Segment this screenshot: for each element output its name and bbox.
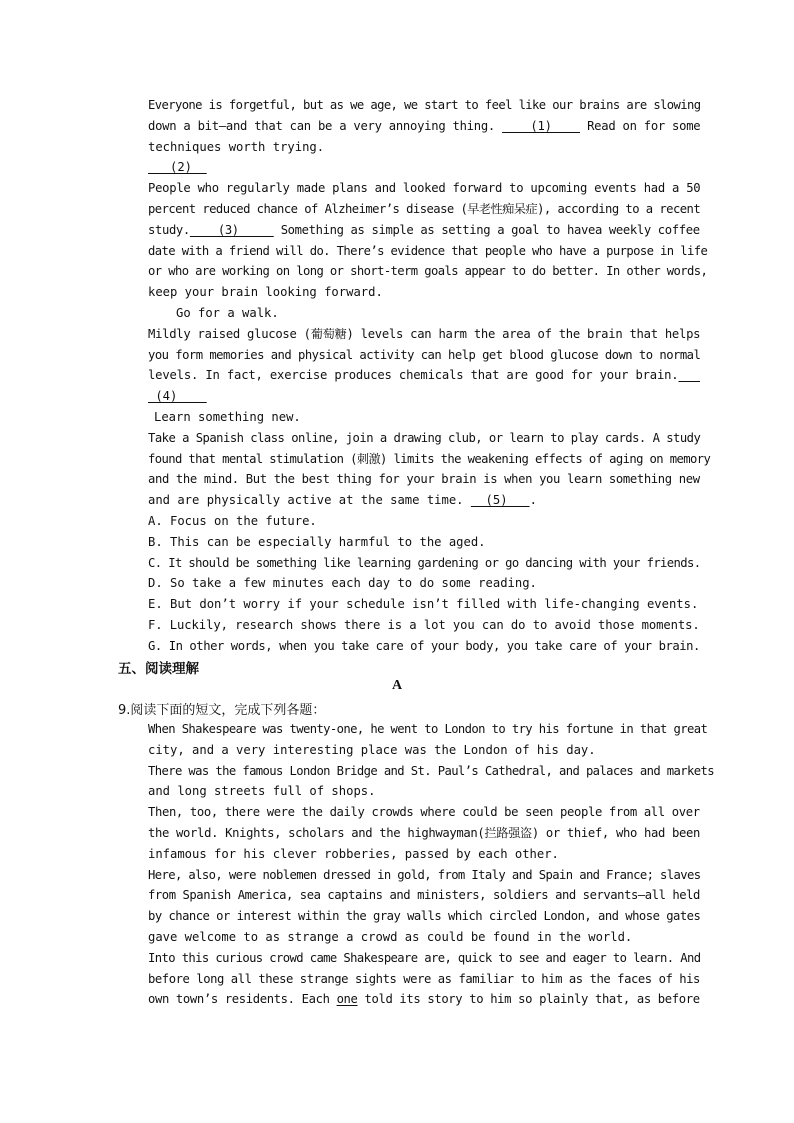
text-line: When Shakespeare was twenty-one, he went to London to try his fortune in that great	[148, 722, 708, 736]
text-line: from Spanish America, sea captains and ministers, soldiers and servants—all held	[148, 888, 700, 903]
text-line: you form memories and physical activity can help get blood glucose down to normal	[148, 347, 701, 362]
blank-2: (2)	[148, 160, 207, 175]
part-label: A	[391, 678, 403, 693]
text-line: infamous for his clever robberies, passed by each other.	[148, 846, 559, 861]
text-line	[148, 386, 700, 407]
question-intro: 9.阅读下面的短文，完成下列各题：	[118, 703, 326, 718]
text-line	[148, 157, 700, 178]
text-line: techniques worth trying.	[148, 139, 325, 154]
blank-4: (4)	[148, 389, 207, 404]
text-line: Mildly raised glucose (葡萄糖) levels can harm the area of the brain that helps	[148, 326, 701, 341]
option-f: F. Luckily, research shows there is a lot you can do to avoid those moments.	[148, 617, 700, 632]
text-line: and the mind. But the best thing for your brain is when you learn something new	[148, 472, 700, 487]
text-line: Here, also, were noblemen dressed in gold, from Italy and Spain and France; slaves	[148, 867, 701, 882]
blank-3: (3)	[189, 222, 274, 237]
passage-shakespeare	[148, 719, 714, 1010]
section-title: 五、阅读理解	[118, 661, 199, 677]
passage-memory	[148, 95, 711, 657]
text-line: levels. In fact, exercise produces chemicals that are good for your brain.	[148, 365, 700, 386]
text-line: before long all these strange sights were as familiar to him as the faces of his	[148, 971, 700, 986]
heading-learn-something-new: Learn something new.	[154, 409, 301, 424]
option-d: D. So take a few minutes each day to do some reading.	[148, 576, 537, 591]
text-line: found that mental stimulation (刺激) limits the weakening effects of aging on memory	[148, 451, 711, 466]
text-line: There was the famous London Bridge and St. Paul’s Cathedral, and palaces and markets	[148, 763, 714, 778]
option-c: C. It should be something like learning gardening or go dancing with your friends.	[148, 555, 701, 570]
text-line: study. (3) Something as simple as setting a goal to havea weekly coffee	[148, 222, 700, 237]
text-line: the world. Knights, scholars and the highwayman(拦路强盗) or thief, who had been	[148, 825, 701, 840]
text-line: date with a friend will do. There’s evidence that people who have a purpose in life	[148, 243, 708, 258]
heading-go-for-walk: Go for a walk.	[176, 305, 279, 320]
text-line: keep your brain looking forward.	[148, 285, 383, 300]
blank-5: (5)	[470, 493, 530, 508]
option-g: G. In other words, when you take care of your body, you take care of your brain.	[148, 638, 700, 653]
text-line: and long streets full of shops.	[148, 784, 376, 799]
blank-1: (1)	[502, 118, 580, 133]
text-line: down a bit—and that can be a very annoying thing. (1) Read on for some	[148, 118, 701, 133]
text-line: own town’s residents. Each one told its story to him so plainly that, as before	[148, 992, 700, 1007]
option-e: E. But don’t worry if your schedule isn’t filled with life-changing events.	[148, 597, 699, 612]
text-line: Then, too, there were the daily crowds where could be seen people from all over	[148, 805, 700, 820]
text-line: percent reduced chance of Alzheimer’s disease (早老性痴呆症), according to a recent	[148, 201, 701, 216]
text-line: and are physically active at the same time. (5) .	[148, 493, 537, 508]
underlined-word-one: one	[336, 992, 358, 1007]
text-line: gave welcome to as strange a crowd as could be found in the world.	[148, 929, 633, 944]
option-b: B. This can be especially harmful to the aged.	[148, 534, 486, 549]
text-line: Take a Spanish class online, join a drawing club, or learn to play cards. A study	[148, 430, 701, 445]
text-line: People who regularly made plans and looked forward to upcoming events had a 50	[148, 181, 701, 196]
text-line: by chance or interest within the gray walls which circled London, and whose gates	[148, 909, 701, 924]
text-line: Into this curious crowd came Shakespeare are, quick to see and eager to learn. And	[148, 950, 701, 965]
text-line: Everyone is forgetful, but as we age, we start to feel like our brains are slowing	[148, 98, 701, 112]
blank-4-start	[678, 368, 700, 382]
option-a: A. Focus on the future.	[148, 513, 317, 528]
text-line: city, and a very interesting place was the London of his day.	[148, 742, 596, 757]
text-line: or who are working on long or short-term goals appear to do better. In other words,	[148, 264, 708, 279]
